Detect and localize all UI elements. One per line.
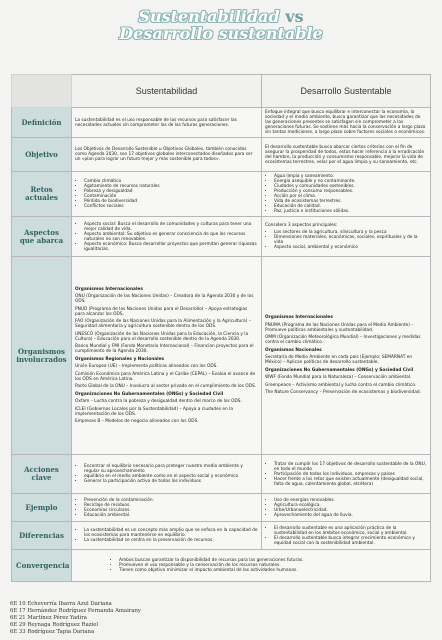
bullet-item: • Urbe/Urbanoelectricidad. (274, 508, 427, 513)
bullet-item: • Educación de calidad. (274, 204, 427, 209)
table-row (12, 172, 431, 217)
table-row (12, 550, 431, 582)
bullet-list (75, 464, 258, 484)
bullet-item: • Aspecto ambiental: Su objetivo es generar consciencia de que los recursos naturales no son renovables. (84, 232, 258, 242)
table-row (12, 217, 431, 257)
table-header-row (12, 75, 431, 108)
organization-entry: FAO (Organización de las Naciones Unidas para la Alimentación y la Agricultura) – Seguridad alimentaria y agricultura sostenible dentro de los ODS. (75, 319, 251, 329)
bullet-item: • Prevención de la contaminación. (84, 498, 258, 503)
bullet-item: • Agricultura ecológica. (274, 503, 427, 508)
bullet-item: • Encontrar el equilibrio necesario para proteger nuestro medio ambiente y regular su aprovechamiento (84, 464, 258, 474)
organization-entry: Secretaría de Medio Ambiente en cada país (Ejemplo: SEMARNAT en México) – Aplican políticas de desarrollo sustentable. (265, 355, 413, 366)
bullet-item: • Uso de energías renovables. (274, 498, 427, 503)
organization-entry: ONU (Organización de las Naciones Unidas) – Creadora de la Agenda 2030 y de los ODS. (75, 294, 254, 304)
organization-entry: Pacto Global de la ONU – Involucra al sector privado en el cumplimiento de los ODS. (75, 384, 257, 389)
bullet-item: • Paz, justicia e instituciones sólidas. (274, 209, 427, 214)
row-label-diferencias: Diferencias (12, 522, 72, 550)
table-row (12, 138, 431, 172)
bullet-item: • Aspecto social: Busca el desarrollo de comunidades y culturas para tener una mejor calidad de vida. (84, 222, 258, 232)
sustentabilidad-cell (72, 522, 262, 550)
desarrollo-cell (262, 494, 431, 522)
organization-group-title: Organizaciones No Gubernamentales (ONGs) y Sociedad Civil (265, 367, 414, 373)
organization-entry: OMM (Organización Meteorológica Mundial) – Investigaciones y medidas contra el cambio climático. (265, 335, 421, 346)
bullet-item: • El desarrollo sustentable es una aplicación práctica de la sustentabilidad en los ámbitos económico, social y ambiental. (274, 526, 427, 536)
organization-group-title: Organizaciones No Gubernamentales (ONGs) y Sociedad Civil (75, 391, 224, 397)
organization-group-title: Organismos Internacionales (265, 315, 333, 321)
comparison-table (11, 74, 431, 582)
bullet-item: • Agua limpia y saneamiento. (274, 174, 427, 179)
column-header-desarrollo-sustentable: Desarrollo Sustentable (262, 75, 431, 108)
organization-entry: Unión Europea (UE) – Implementa políticas alineadas con los ODS. (75, 364, 218, 369)
desarrollo-cell (262, 172, 431, 217)
organization-entry: Banco Mundial y FMI (Fondo Monetario Internacional) – Financian proyectos para el cumplimiento de la Agenda 2030. (75, 344, 254, 354)
row-label-retos-actuales: Retos actuales (12, 172, 72, 217)
organization-group-title: Organismos Nacionales (265, 347, 322, 353)
title-vs: vs (285, 7, 304, 26)
bullet-item: • Aspecto social, ambiental y económico (274, 245, 427, 250)
organization-entry: Greenpeace – Activismo ambiental y lucha contra el cambio climático. (265, 382, 417, 388)
bullet-item: • Pobreza y desigualdad (84, 189, 258, 194)
desarrollo-cell (262, 257, 431, 455)
sustentabilidad-cell (72, 217, 262, 257)
bullet-item: • Aprovechamiento del agua de lluvia. (274, 513, 427, 518)
bullet-item: • Pérdida de biodiversidad (84, 199, 258, 204)
bullet-list (75, 179, 258, 209)
row-label-aspectos-que-abarca: Aspectos que abarca (12, 217, 72, 257)
desarrollo-cell (262, 455, 431, 494)
bullet-item: • Promueven el uso responsable y la conservación de los recursos naturales. (119, 563, 427, 568)
organization-entry: Empresas B – Modelos de negocio alineados con los ODS. (75, 419, 199, 424)
row-label-organismos-involucrados: Organismos involucrados (12, 257, 72, 455)
bullet-item: • Ciudades y comunidades sostenibles. (274, 184, 427, 189)
sustentabilidad-cell: Los Objetivos de Desarrollo Sostenible u Objetivos Globales, también conocidos como Agenda 2030, son 17 objetivos globales interconectados diseñados para ser un «plan para lograr un futuro mejor y más sostenible para todos». (72, 138, 262, 172)
organization-entry: PNUD (Programa de las Naciones Unidas para el Desarrollo) – Apoya estrategias para alcanzar los ODS. (75, 306, 248, 317)
column-header-sustentabilidad: Sustentabilidad (72, 75, 262, 108)
bullet-item: • Conflictos sociales (84, 204, 258, 209)
organization-entry: ICLEI (Gobiernos Locales por la Sustentabilidad) – Apoya a ciudades en la implementación de los ODS. (75, 406, 233, 417)
row-label-definicion: Definición (12, 108, 72, 138)
bullet-item: • Tratar de cumplir los 17 objetivos de desarrollo sustentable de la ONU, en todo el mundo (274, 462, 427, 472)
student-name: 6E 33 Rodríguez Tapia Dariana (10, 629, 95, 636)
student-name: 6E 17 Hernández Rodríguez Fernanda Amairany (10, 608, 141, 615)
desarrollo-cell (262, 217, 431, 257)
bullet-item: • Aspecto económico: Busca desarrollar proyectos que permitan generar riquezas igualitarias. (84, 242, 258, 252)
bullet-item: • Tienen como objetivo minimizar el impacto ambiental de las actividades humanas. (119, 568, 427, 573)
organization-group-title: Organismos Regionales y Nacionales (75, 356, 165, 362)
bullet-list (75, 528, 258, 543)
sustentabilidad-cell (72, 257, 262, 455)
table-row (12, 494, 431, 522)
bullet-item: • Generar la participación activa de todos los individuos (84, 479, 258, 484)
cell-intro: Considera 3 aspectos principales: (265, 222, 338, 228)
row-label-convergencia: Convergencia (12, 550, 72, 582)
bullet-item: • Ambos buscan garantizar la disponibilidad de recursos para las generaciones futuras. (119, 558, 427, 563)
sustentabilidad-cell (72, 494, 262, 522)
bullet-item: • Reciclaje de residuos. (84, 503, 258, 508)
desarrollo-cell: Enfoque integral que busca equilibrar e interconectar la economía, la sociedad y el medio ambiente, busca garantizar que las necesidades de las generaciones presentes se satisfagan sin comprometer a las generaciones futuras. Se sostiene más hacia la conservación a largo plazo sin tantas mediciones, a largo plazo sobre factores sociales o económicos. (262, 108, 431, 138)
bullet-list (75, 222, 258, 252)
row-label-ejemplo: Ejemplo (12, 494, 72, 522)
bullet-list (265, 174, 427, 214)
table-corner (12, 75, 72, 108)
table-row (12, 108, 431, 138)
title-line1: Sustentabilidad (138, 7, 280, 26)
bullet-item: • equilibrio en el medio ambiente como en el aspecto social y económico (84, 474, 258, 479)
page-title (0, 8, 442, 42)
organization-entry: Comisión Económica para América Latina y el Caribe (CEPAL) – Evalúa el avance de los ODS en América Latina. (75, 371, 256, 382)
bullet-item: • Dimensiones materiales, económicas, sociales, espirituales y de la vida (274, 235, 427, 245)
bullet-item: • La sustentabilidad se centra en la preservación de recursos. (84, 538, 258, 543)
student-name: 6E 10 Echeverría Ibarra Azul Dariana (10, 601, 112, 607)
bullet-list (75, 498, 258, 518)
sustentabilidad-cell (72, 172, 262, 217)
sustentabilidad-cell: La sustentabilidad es el uso responsable de los recursos para satisfacer las necesidades actuales sin comprometer las de las futuras generaciones. (72, 108, 262, 138)
student-name: 6E 29 Reynaga Rodríguez Raziel (10, 622, 99, 629)
organization-entry: Oxfam – Lucha contra la pobreza y desigualdad dentro del marco de los ODS. (75, 399, 242, 404)
bullet-list (265, 526, 427, 546)
organization-entry: The Nature Conservancy – Preservación de ecosistemas y biodiversidad. (265, 390, 421, 396)
bullet-item: • Economías circulares. (84, 508, 258, 513)
table-row (12, 455, 431, 494)
organization-entry: UNESCO (Organización de las Naciones Unidas para la Educación, la Ciencia y la Cultura) – Educación para el desarrollo sostenible dentro de la Agenda 2030. (75, 331, 249, 342)
bullet-item: • Acción por el clima. (274, 194, 427, 199)
bullet-item: • Energía asequible y no contaminante. (274, 179, 427, 184)
organization-entry: PNUMA (Programa de las Naciones Unidas para el Medio Ambiente) – Promueve políticas ambientales y sustentabilidad. (265, 322, 414, 333)
organization-entry: WWF (Fondo Mundial para la Naturaleza) – Conservación ambiental. (265, 375, 412, 381)
table-row (12, 257, 431, 455)
bullet-item: • Producción y consumo responsables. (274, 189, 427, 194)
bullet-list (265, 230, 427, 250)
row-label-acciones-clave: Acciones clave (12, 455, 72, 494)
desarrollo-cell (262, 522, 431, 550)
bullet-item: • Los sectores de la agricultura, silvicultura y la pesca (274, 230, 427, 235)
bullet-item: • Vida de ecosistemas terrestres. (274, 199, 427, 204)
bullet-item: • Agotamiento de recursos naturales (84, 184, 258, 189)
bullet-item: • Cambio climático (84, 179, 258, 184)
merged-cell (72, 550, 431, 582)
bullet-item: • La sustentabilidad es un concepto más amplio que se enfoca en la capacidad de los ecosistemas para mantenerse en equilibrio. (84, 528, 258, 538)
organization-group-title: Organismos Internacionales (75, 286, 143, 292)
row-label-objetivo: Objetivo (12, 138, 72, 172)
table-row (12, 522, 431, 550)
desarrollo-cell: El desarrollo sustentable busca abarcar ciertos criterios con el fin de asegurar la prosperidad de todos, estos hacer referencia a la erradicación del hambre, la producción y consumismo responsable, mejorar la vida de ecosistemas terrestres, velar por el agua limpia y su saneamiento, etc. (262, 138, 431, 172)
bullet-item: • Hacer frente a los retos que existen actualmente (desigualdad social, falta de agua, calentamiento global, etcétera) (274, 477, 427, 487)
bullet-item: • El desarrollo sustentable busca integrar crecimiento económico y equidad social con la sostenibilidad ambiental. (274, 536, 427, 546)
title-line2: Desarrollo sustentable (119, 24, 323, 43)
student-list (10, 601, 141, 636)
bullet-item: • Participación de todos los individuos, empresas y países (274, 472, 427, 477)
bullet-list (110, 558, 427, 573)
bullet-list (265, 498, 427, 518)
bullet-item: • Contaminación (84, 194, 258, 199)
bullet-item: • Educación ambiental. (84, 513, 258, 518)
student-name: 6E 21 Martínez Pérez Yadira (10, 615, 87, 622)
bullet-list (265, 462, 427, 487)
sustentabilidad-cell (72, 455, 262, 494)
